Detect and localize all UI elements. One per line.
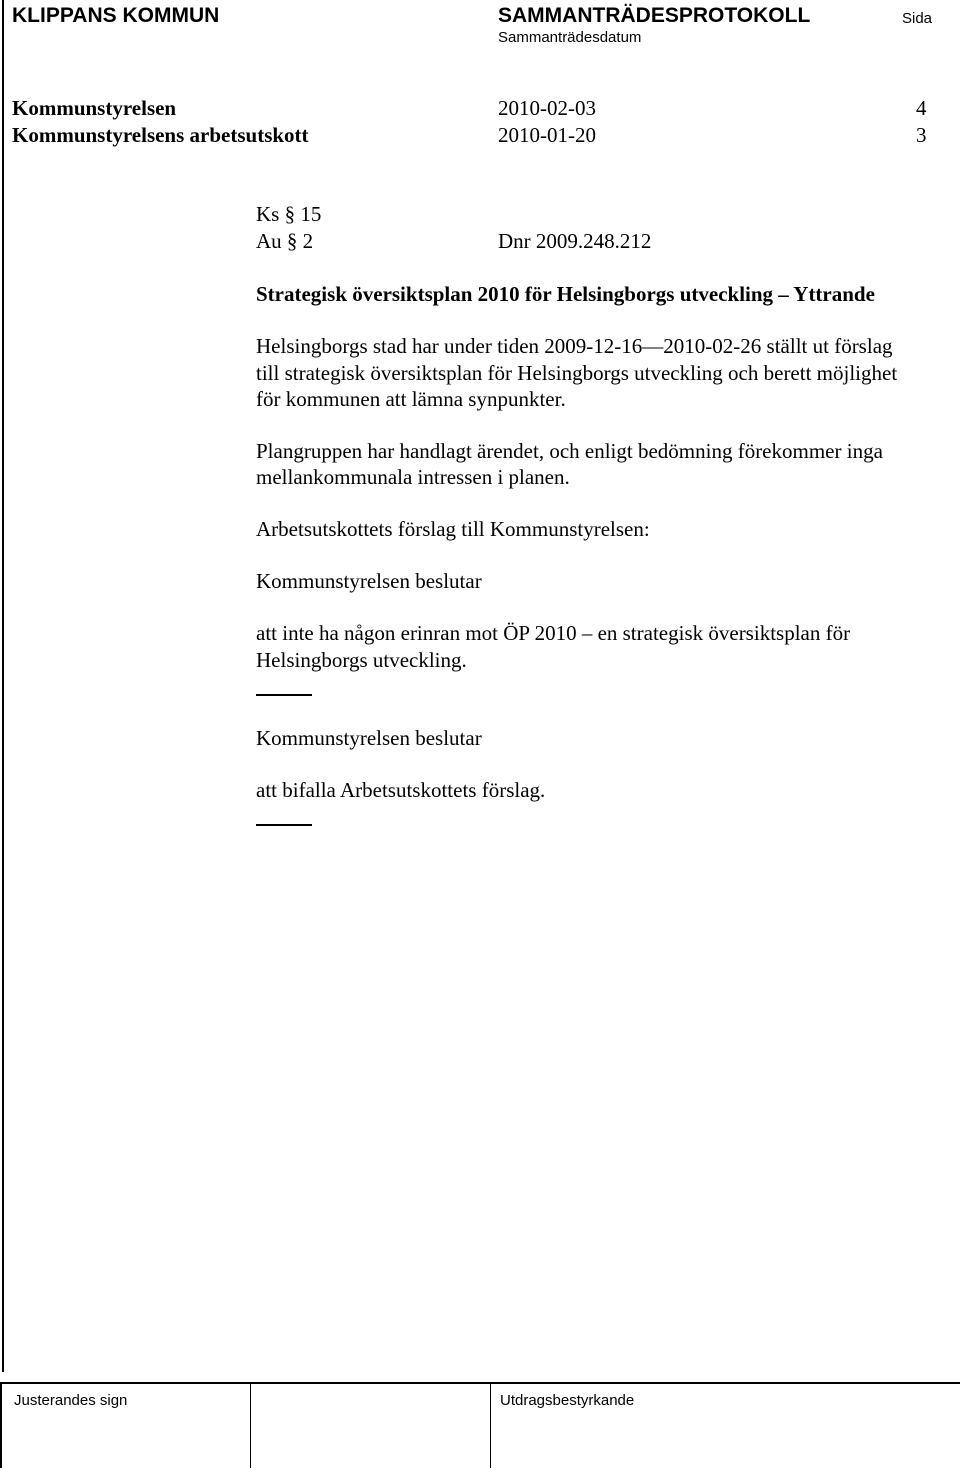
diary-number: Dnr 2009.248.212	[498, 229, 652, 253]
decision-1-line-2: Helsingborgs utveckling.	[256, 648, 467, 672]
meeting-body-2: Kommunstyrelsens arbetsutskott	[12, 123, 309, 147]
separator-rule-1	[256, 694, 312, 696]
meeting-body-1: Kommunstyrelsen	[12, 96, 177, 120]
meeting-date-2: 2010-01-20	[498, 123, 596, 147]
separator-rule-2	[256, 824, 312, 826]
municipality-name: KLIPPANS KOMMUN	[12, 4, 220, 27]
au-paragraph-ref: Au § 2	[256, 229, 314, 253]
paragraph-1-line-3: för kommunen att lämna synpunkter.	[256, 387, 566, 411]
justerandes-sign-box	[0, 1384, 251, 1468]
paragraph-1-line-2: till strategisk översiktsplan för Helsingborgs utveckling och berett möjlighet	[256, 361, 898, 385]
paragraph-2-line-1: Plangruppen har handlagt ärendet, och enligt bedömning förekommer inga	[256, 439, 883, 463]
meeting-date-label: Sammanträdesdatum	[498, 29, 642, 46]
utdragsbestyrkande-label: Utdragsbestyrkande	[500, 1392, 635, 1409]
decision-1-line-1: att inte ha någon erinran mot ÖP 2010 – en strategisk översiktsplan för	[256, 621, 851, 645]
paragraph-1-line-1: Helsingborgs stad har under tiden 2009-12-16—2010-02-26 ställt ut förslag	[256, 334, 893, 358]
sign-box-2	[250, 1384, 491, 1468]
left-margin-rule	[2, 0, 4, 1372]
item-title: Strategisk översiktsplan 2010 för Helsingborgs utveckling – Yttrande	[256, 282, 875, 306]
meeting-date-1: 2010-02-03	[498, 96, 596, 120]
ks-paragraph-ref: Ks § 15	[256, 202, 322, 226]
page-label: Sida	[902, 10, 933, 27]
meeting-page-1: 4	[916, 96, 927, 120]
meeting-page-2: 3	[916, 123, 927, 147]
justerandes-sign-label: Justerandes sign	[14, 1392, 128, 1409]
utdragsbestyrkande-box	[492, 1384, 958, 1468]
decision-heading-1: Kommunstyrelsen beslutar	[256, 569, 482, 593]
paragraph-2-line-2: mellankommunala intressen i planen.	[256, 465, 570, 489]
proposal-heading: Arbetsutskottets förslag till Kommunstyrelsen:	[256, 517, 650, 541]
footer-signature-bar	[0, 1382, 960, 1468]
document-type: SAMMANTRÄDESPROTOKOLL	[498, 4, 811, 27]
decision-2: att bifalla Arbetsutskottets förslag.	[256, 778, 546, 802]
decision-heading-2: Kommunstyrelsen beslutar	[256, 726, 482, 750]
